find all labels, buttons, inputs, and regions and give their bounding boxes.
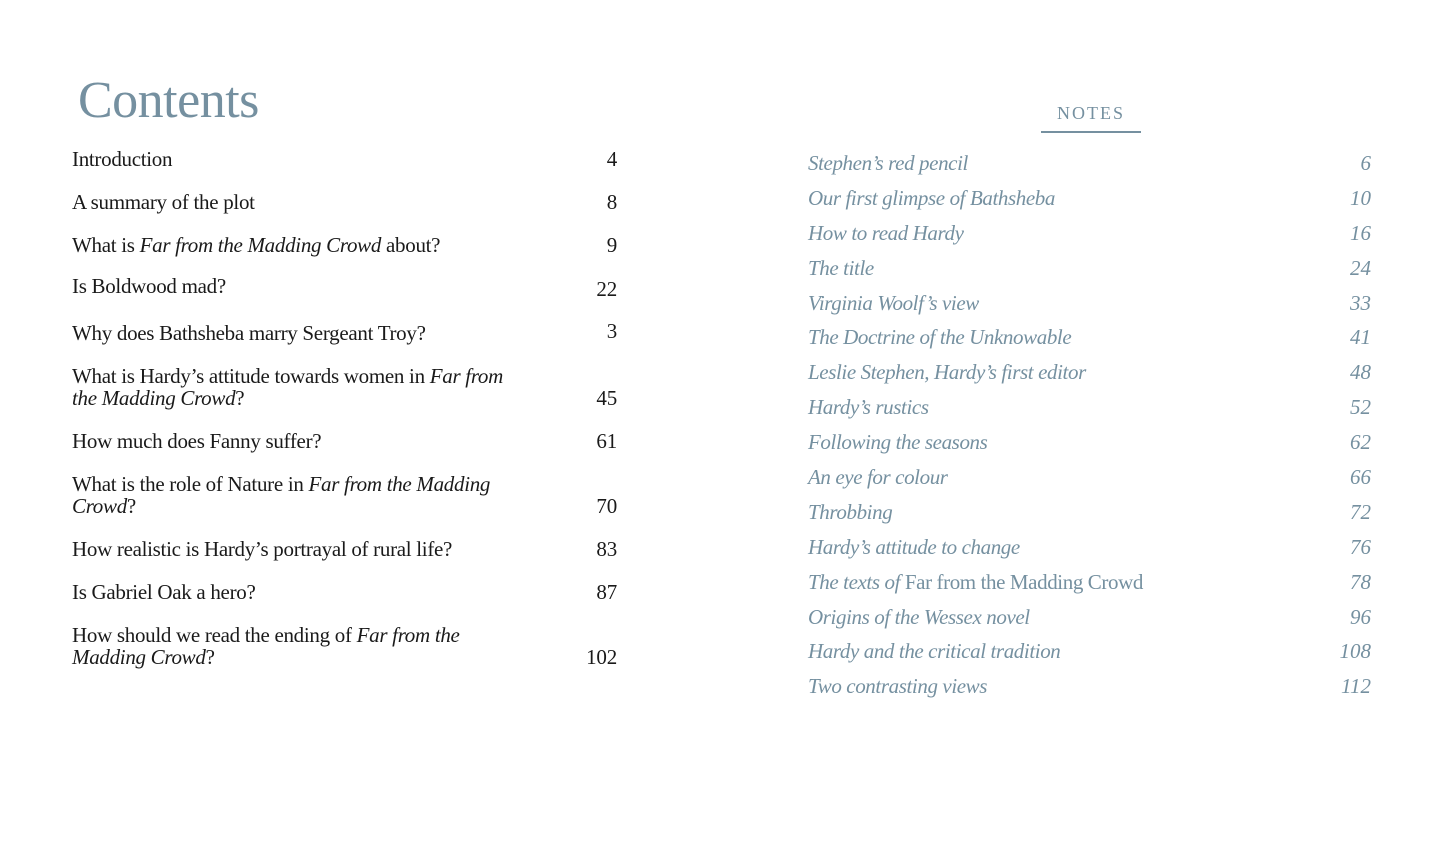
note-title: Following the seasons [808,430,988,455]
note-title: Leslie Stephen, Hardy’s first editor [808,360,1086,385]
note-title: How to read Hardy [808,220,964,245]
contents-entry[interactable] [72,473,617,517]
note-title: The title [808,255,874,280]
page-number: 10 [1350,185,1371,210]
entry-title: What is the role of Nature in Far from the Madding Crowd? [72,472,491,518]
note-title: Hardy’s rustics [808,395,929,420]
page-number: 9 [606,233,617,257]
note-entry[interactable] [808,569,1371,604]
page-number: 45 [596,386,617,410]
contents-entry[interactable] [72,430,617,452]
page-number: 76 [1350,534,1371,559]
notes-heading-underline [1041,131,1141,133]
note-entry[interactable] [808,359,1371,394]
note-entry[interactable] [808,638,1371,673]
note-entry[interactable] [808,499,1371,534]
note-title: Hardy and the critical tradition [808,639,1061,664]
page-number: 52 [1350,395,1371,420]
note-title: Two contrasting views [808,674,988,699]
note-title: Stephen’s red pencil [808,151,968,175]
entry-title: What is Far from the Madding Crowd about? [72,233,441,257]
page-number: 66 [1350,465,1371,490]
contents-entry[interactable] [72,191,617,213]
entry-title: A summary of the plot [72,190,255,214]
entry-title: Is Gabriel Oak a hero? [72,580,256,604]
page-number: 87 [596,580,617,604]
entry-title: How much does Fanny suffer? [72,429,322,453]
note-title: Origins of the Wessex novel [808,604,1030,629]
notes-heading: NOTES [1057,103,1125,123]
page-number: 83 [596,537,617,561]
page-number: 102 [586,645,617,669]
contents-entry[interactable] [72,319,617,345]
page-number: 24 [1350,255,1371,280]
entry-title: How realistic is Hardy’s portrayal of rural life? [72,537,453,561]
page-number: 61 [596,429,617,453]
note-entry[interactable] [808,604,1371,639]
note-entry[interactable] [808,394,1371,429]
page-number: 22 [596,277,617,301]
note-title: Hardy’s attitude to change [808,534,1020,559]
contents-entry[interactable] [72,234,617,256]
notes-list [808,150,1371,708]
note-entry[interactable] [808,220,1371,255]
page-number: 78 [1350,569,1371,594]
entry-title: How should we read the ending of Far from the Madding Crowd? [72,623,460,669]
note-title: Virginia Woolf’s view [808,290,979,315]
note-title: The Doctrine of the Unknowable [808,325,1072,350]
contents-entry[interactable] [72,581,617,603]
page-number: 48 [1350,360,1371,385]
contents-entry[interactable] [72,624,617,668]
page-number: 3 [606,319,617,343]
page-number: 96 [1350,604,1371,629]
page-number: 72 [1350,499,1371,524]
note-entry[interactable] [808,673,1371,708]
note-entry[interactable] [808,324,1371,359]
note-title: Throbbing [808,499,893,524]
page-number: 70 [596,494,617,518]
entry-title: What is Hardy’s attitude towards women in Far from the Madding Crowd? [72,364,503,410]
note-entry[interactable] [808,534,1371,569]
contents-entry[interactable] [72,538,617,560]
note-entry[interactable] [808,290,1371,325]
note-title: The texts of Far from the Madding Crowd [808,569,1143,594]
page-number: 16 [1350,220,1371,245]
contents-list [72,142,617,668]
note-entry[interactable] [808,150,1371,185]
page-number: 6 [1360,151,1371,175]
note-title: Our first glimpse of Bathsheba [808,185,1056,210]
page-title: Contents [78,72,259,129]
note-entry[interactable] [808,429,1371,464]
contents-entry[interactable] [72,365,617,409]
note-entry[interactable] [808,464,1371,499]
page-number: 108 [1339,639,1371,664]
entry-title: Is Boldwood mad? [72,274,226,298]
page-number: 8 [606,190,617,214]
page-number: 62 [1350,430,1371,455]
entry-title: Why does Bathsheba marry Sergeant Troy? [72,321,426,345]
note-title: An eye for colour [808,465,948,490]
page-number: 112 [1341,674,1371,699]
entry-title: Introduction [72,147,173,171]
page-number: 41 [1350,325,1371,350]
contents-entry[interactable] [72,148,617,170]
page-number: 33 [1350,290,1371,315]
note-entry[interactable] [808,185,1371,220]
page-number: 4 [606,147,617,171]
contents-entry[interactable] [72,274,617,301]
note-entry[interactable] [808,255,1371,290]
